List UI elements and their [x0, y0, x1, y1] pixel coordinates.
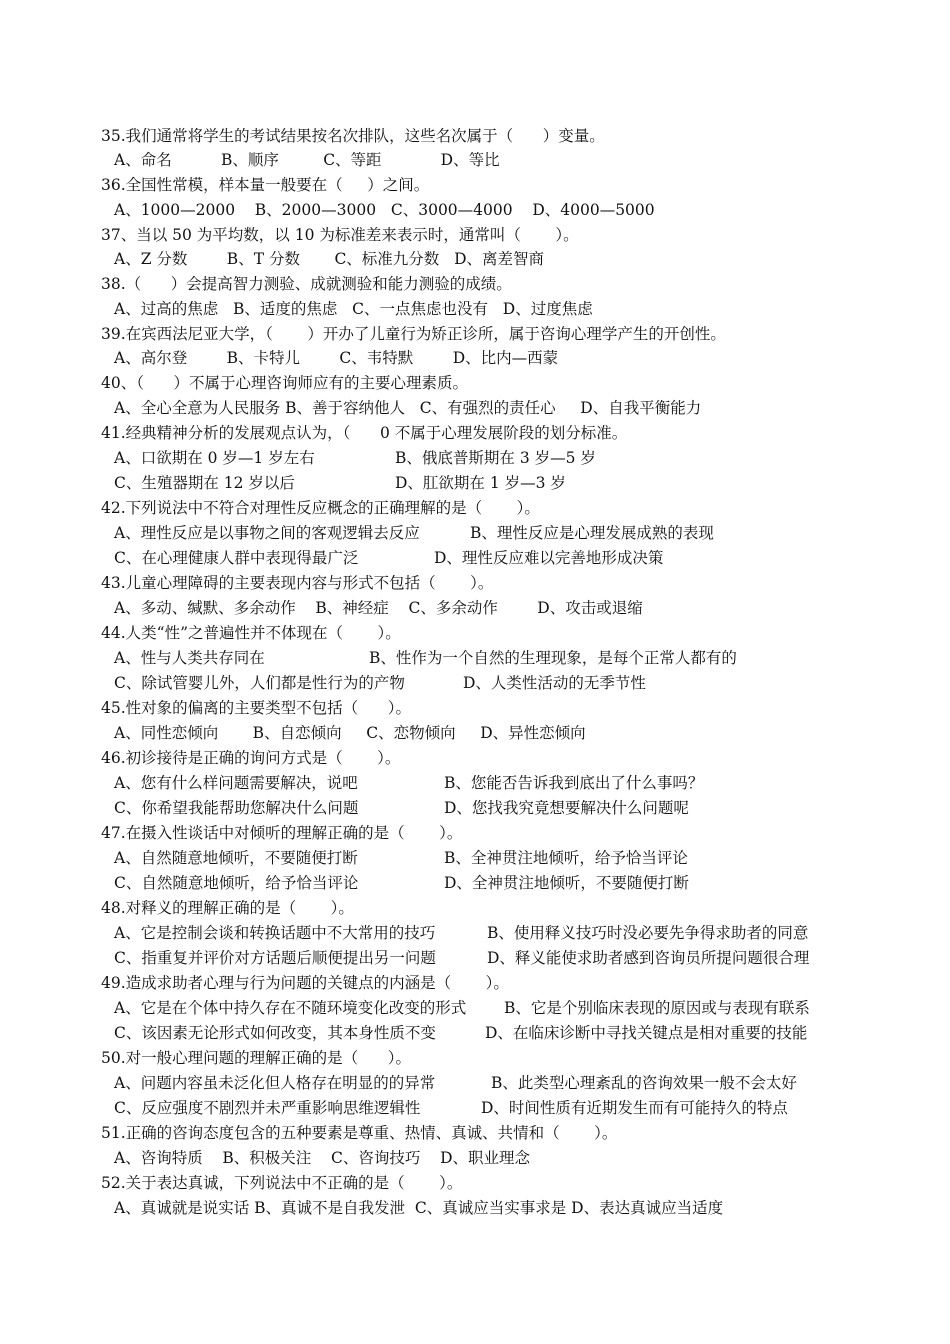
option-50-d: D、时间性质有近期发生而有可能持久的特点	[481, 1099, 788, 1117]
question-37: 37、当以 50 为平均数，以 10 为标准差来表示时，通常叫（ ）。	[101, 226, 579, 244]
option-50-b: B、此类型心理紊乱的咨询效果一般不会太好	[491, 1074, 797, 1092]
question-42: 42.下列说法中不符合对理性反应概念的正确理解的是（ ）。	[101, 499, 540, 517]
question-44: 44.人类“性”之普遍性并不体现在（ ）。	[101, 624, 401, 642]
question-45: 45.性对象的偏离的主要类型不包括（ ）。	[101, 699, 411, 717]
option-46-c: C、你希望我能帮助您解决什么问题	[114, 799, 359, 817]
question-38: 38.（ ）会提高智力测验、成就测验和能力测验的成绩。	[101, 275, 512, 293]
question-49: 49.造成求助者心理与行为问题的关键点的内涵是（ ）。	[101, 974, 509, 992]
options-37: A、Z 分数 B、T 分数 C、标准九分数 D、离差智商	[114, 250, 545, 268]
question-46: 46.初诊接待是正确的询问方式是（ ）。	[101, 749, 401, 767]
option-49-d: D、在临床诊断中寻找关键点是相对重要的技能	[485, 1024, 808, 1042]
option-41-a: A、口欲期在 0 岁—1 岁左右	[114, 449, 315, 467]
option-49-b: B、它是个别临床表现的原因或与表现有联系	[504, 999, 810, 1017]
option-46-b: B、您能否告诉我到底出了什么事吗？	[444, 774, 704, 792]
option-44-d: D、人类性活动的无季节性	[463, 674, 646, 692]
option-44-b: B、性作为一个自然的生理现象，是每个正常人都有的	[369, 649, 737, 667]
question-39: 39.在宾西法尼亚大学，（ ）开办了儿童行为矫正诊所，属于咨询心理学产生的开创性。	[101, 325, 726, 343]
question-35: 35.我们通常将学生的考试结果按名次排队，这些名次属于（ ）变量。	[101, 127, 605, 145]
options-52: A、真诚就是说实话 B、真诚不是自我发泄 C、真诚应当实事求是 D、表达真诚应当适度	[114, 1199, 724, 1217]
options-38: A、过高的焦虑 B、适度的焦虑 C、一点焦虑也没有 D、过度焦虑	[114, 300, 593, 318]
option-41-c: C、生殖器期在 12 岁以后	[114, 474, 295, 492]
option-48-d: D、释义能使求助者感到咨询员所提问题很合理	[487, 949, 810, 967]
option-48-b: B、使用释义技巧时没必要先争得求助者的同意	[487, 924, 809, 942]
option-48-a: A、它是控制会谈和转换话题中不大常用的技巧	[114, 924, 436, 942]
question-51: 51.正确的咨询态度包含的五种要素是尊重、热情、真诚、共情和（ ）。	[101, 1124, 618, 1142]
option-50-a: A、问题内容虽未泛化但人格存在明显的的异常	[114, 1074, 436, 1092]
option-42-b: B、理性反应是心理发展成熟的表现	[470, 524, 714, 542]
question-43: 43.儿童心理障碍的主要表现内容与形式不包括（ ）。	[101, 574, 494, 592]
option-49-a: A、它是在个体中持久存在不随环境变化改变的形式	[114, 999, 467, 1017]
option-47-b: B、全神贯注地倾听，给予恰当评论	[444, 849, 688, 867]
option-48-c: C、指重复并评价对方话题后顺便提出另一问题	[114, 949, 436, 967]
option-44-c: C、除试管婴儿外，人们都是性行为的产物	[114, 674, 405, 692]
question-40: 40、（ ）不属于心理咨询师应有的主要心理素质。	[101, 374, 469, 392]
option-46-d: D、您找我究竟想要解决什么问题呢	[444, 799, 689, 817]
option-49-c: C、该因素无论形式如何改变，其本身性质不变	[114, 1024, 436, 1042]
option-41-b: B、俄底普斯期在 3 岁—5 岁	[395, 449, 596, 467]
option-46-a: A、您有什么样问题需要解决，说吧	[114, 774, 358, 792]
question-36: 36.全国性常模，样本量一般要在（ ）之间。	[101, 176, 430, 194]
options-40: A、全心全意为人民服务 B、善于容纳他人 C、有强烈的责任心 D、自我平衡能力	[114, 399, 702, 417]
option-42-d: D、理性反应难以完善地形成决策	[434, 549, 664, 567]
option-42-a: A、理性反应是以事物之间的客观逻辑去反应	[114, 524, 420, 542]
options-39: A、高尔登 B、卡特儿 C、韦特默 D、比内—西蒙	[114, 349, 559, 367]
options-45: A、同性恋倾向 B、自恋倾向 C、恋物倾向 D、异性恋倾向	[114, 724, 586, 742]
question-48: 48.对释义的理解正确的是（ ）。	[101, 899, 354, 917]
option-50-c: C、反应强度不剧烈并未严重影响思维逻辑性	[114, 1099, 421, 1117]
question-50: 50.对一般心理问题的理解正确的是（ ）。	[101, 1049, 411, 1067]
question-47: 47.在摄入性谈话中对倾听的理解正确的是（ ）。	[101, 824, 463, 842]
options-51: A、咨询特质 B、积极关注 C、咨询技巧 D、职业理念	[114, 1149, 530, 1167]
question-41: 41.经典精神分析的发展观点认为，（ 0 不属于心理发展阶段的划分标准。	[101, 424, 628, 442]
question-52: 52.关于表达真诚，下列说法中不正确的是（ ）。	[101, 1174, 463, 1192]
option-42-c: C、在心理健康人群中表现得最广泛	[114, 549, 359, 567]
options-35: A、命名 B、顺序 C、等距 D、等比	[114, 151, 500, 169]
options-43: A、多动、缄默、多余动作 B、神经症 C、多余动作 D、攻击或退缩	[114, 599, 643, 617]
option-47-a: A、自然随意地倾听，不要随便打断	[114, 849, 358, 867]
option-47-c: C、自然随意地倾听，给予恰当评论	[114, 874, 359, 892]
option-41-d: D、肛欲期在 1 岁—3 岁	[395, 474, 566, 492]
option-47-d: D、全神贯注地倾听，不要随便打断	[444, 874, 689, 892]
options-36: A、1000—2000 B、2000—3000 C、3000—4000 D、4000—5000	[114, 201, 655, 219]
option-44-a: A、性与人类共存同在	[114, 649, 265, 667]
